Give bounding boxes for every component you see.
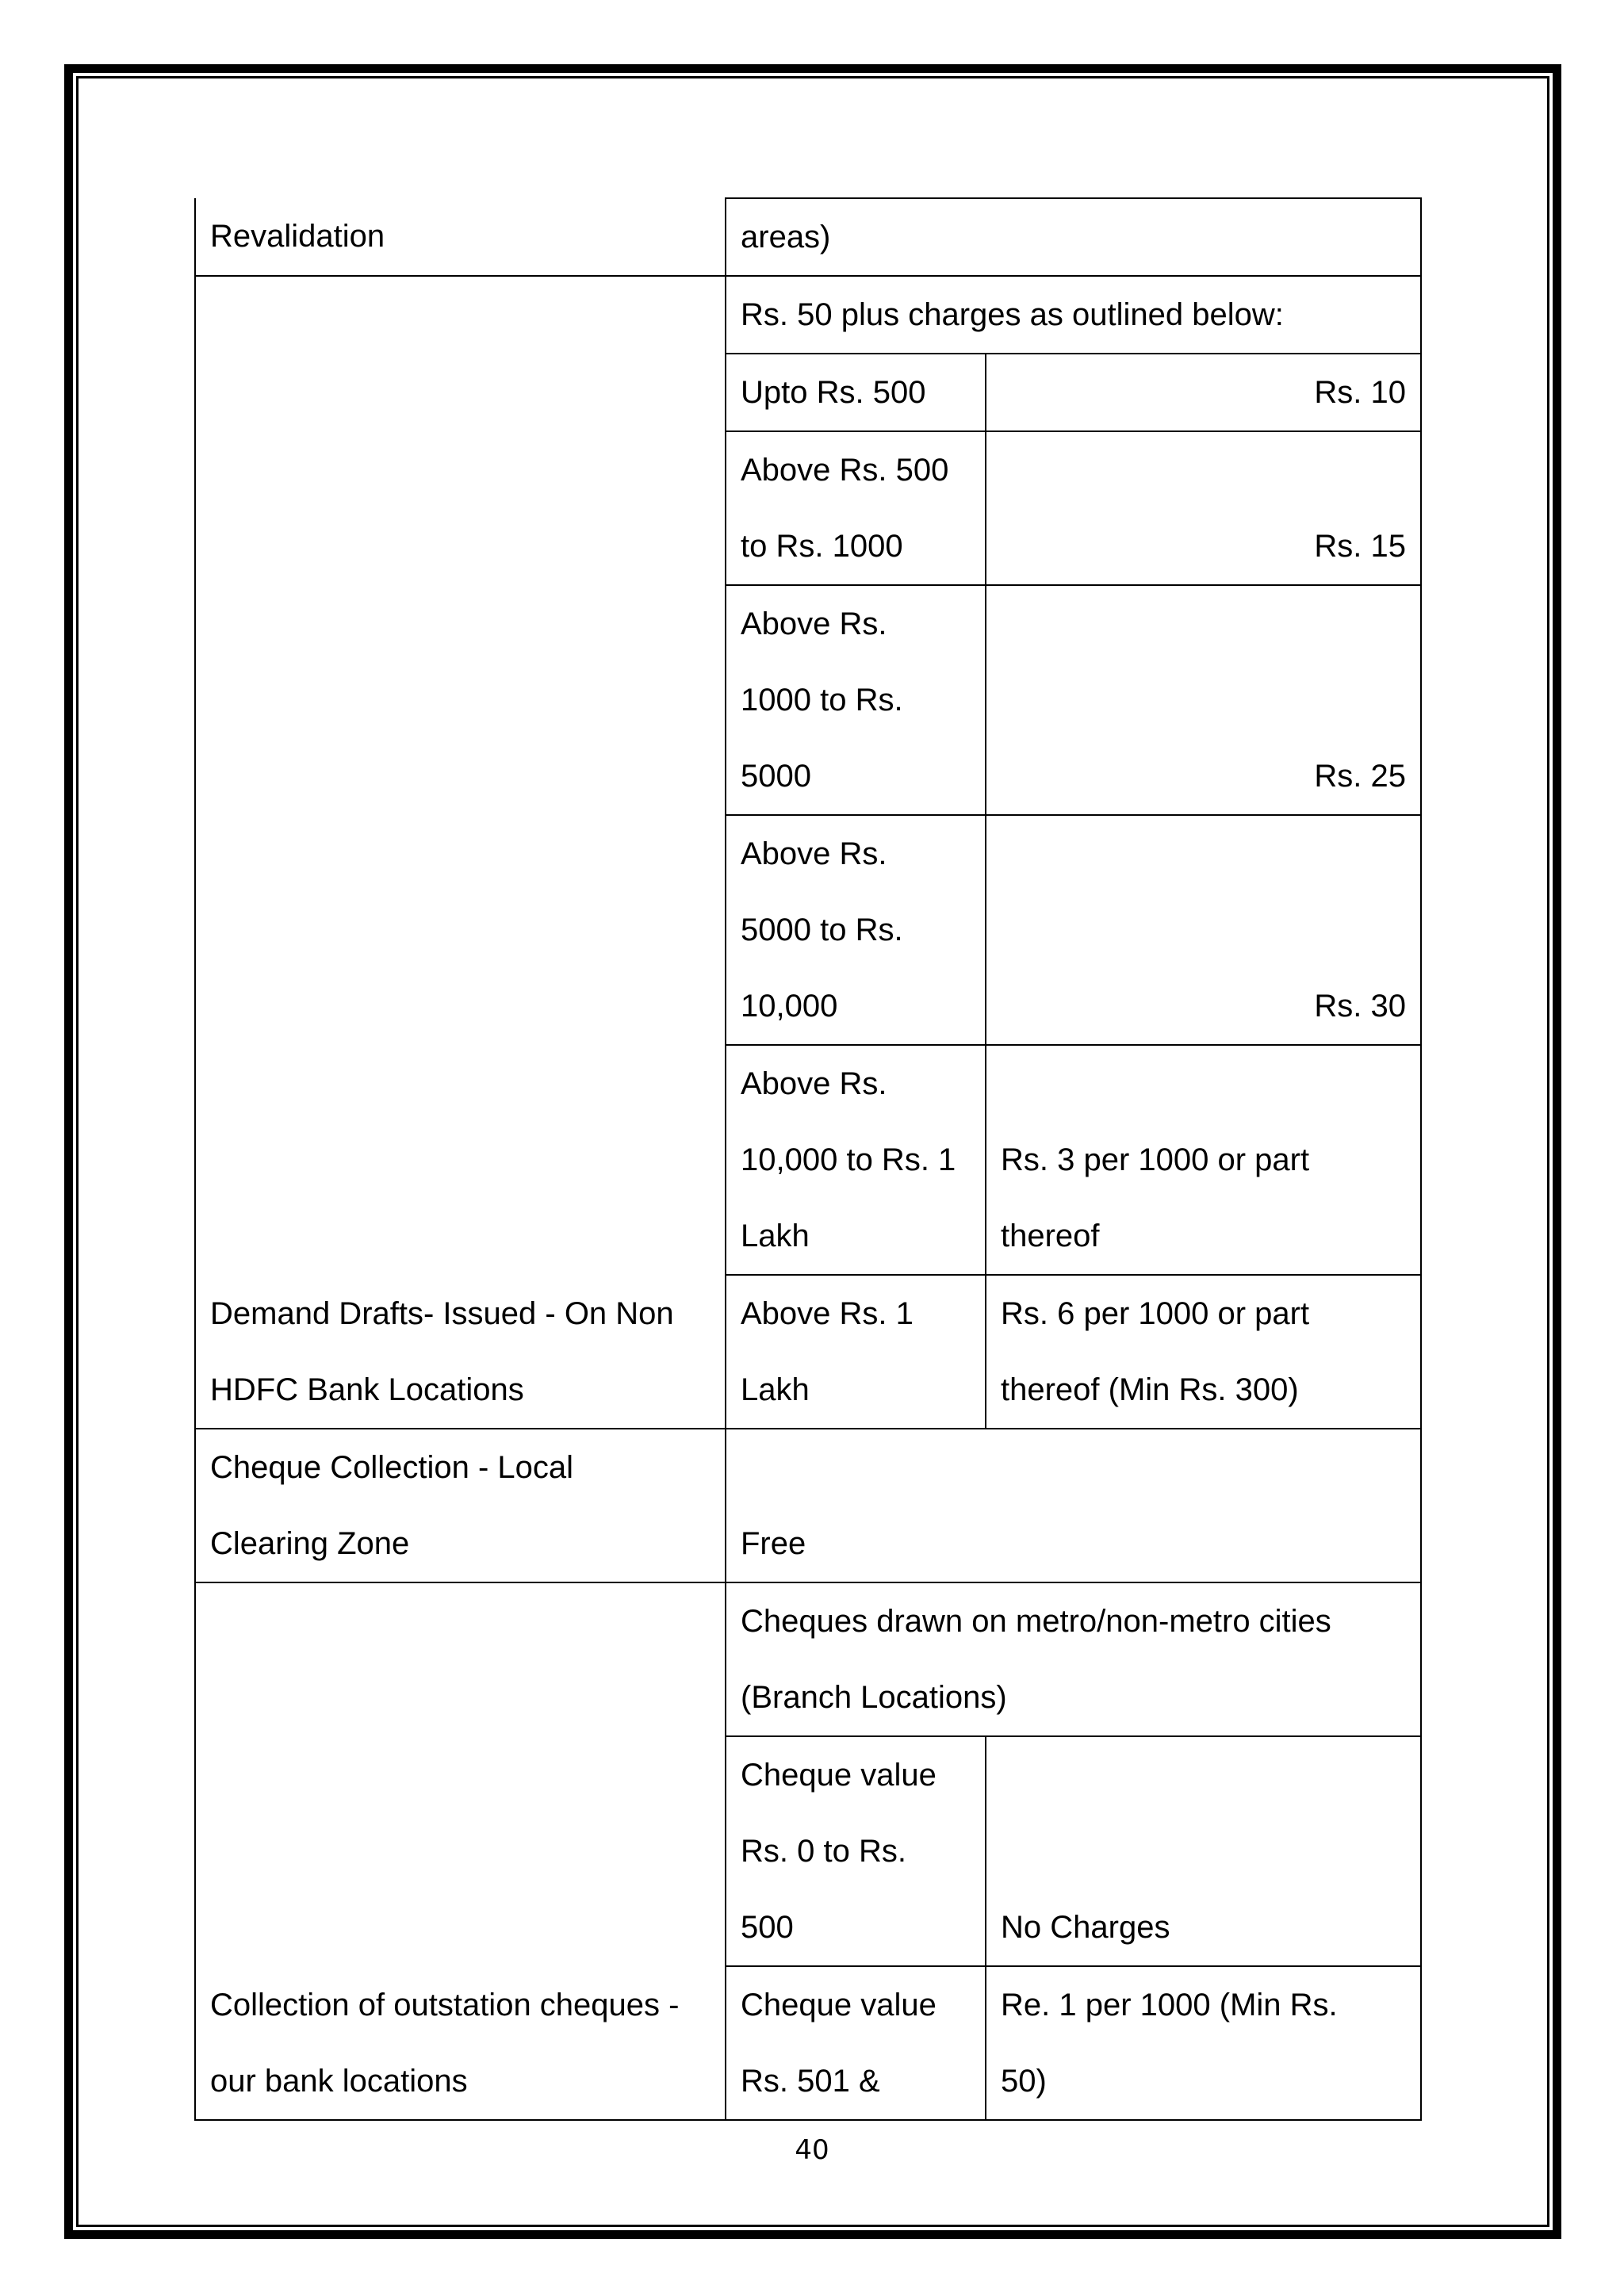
cell-text-line: 10,000 [741,989,838,1024]
cell-text-line: Rs. 0 to Rs. [741,1834,906,1869]
outstation-slab-range [726,1966,986,2120]
cell-text-line: No Charges [1001,1910,1170,1945]
cell-text-line: 10,000 to Rs. 1 [741,1142,956,1177]
revalidation-detail: areas) [726,198,1421,276]
dd-slab-range [726,431,986,585]
cell-text-line: Upto Rs. 500 [741,375,926,410]
cell-text-line: 50) [1001,2064,1047,2099]
cell-text-line: Collection of outstation cheques - [210,1988,680,2022]
dd-slab-charge [986,585,1421,815]
table-row-outstation-header [195,1582,1421,1736]
cell-text-line: Above Rs. [741,607,887,641]
dd-slab-charge [986,431,1421,585]
cell-text-line: Lakh [741,1372,810,1407]
cell-text-line: Cheque value [741,1988,936,2022]
dd-slab-charge [986,815,1421,1045]
cell-text-line: Rs. 6 per 1000 or part [1001,1296,1310,1331]
dd-slab-range [726,815,986,1045]
outstation-label [195,1582,726,2120]
page-number: 40 [795,2134,829,2166]
cell-text-line: Re. 1 per 1000 (Min Rs. [1001,1988,1338,2022]
cell-text-line: Rs. 25 [1314,759,1406,794]
cell-text-line: to Rs. 1000 [741,529,903,564]
outstation-slab-charge [986,1736,1421,1966]
dd-slab-range [726,1275,986,1429]
cell-text-line: Rs. 501 & [741,2064,880,2099]
cell-text-line: (Branch Locations) [741,1680,1007,1715]
cell-text-line: Above Rs. [741,1066,887,1101]
dd-slab-charge [986,354,1421,431]
outstation-header [726,1582,1421,1736]
table-row-dd-header [195,276,1421,354]
dd-slab-charge [986,1045,1421,1275]
cell-text-line: Cheques drawn on metro/non-metro cities [741,1604,1331,1639]
cell-text-line: Above Rs. 1 [741,1296,914,1331]
table-row-revalidation [195,198,1421,276]
cell-text-line: HDFC Bank Locations [210,1372,524,1407]
cell-text-line: 5000 [741,759,811,794]
cell-text-line: Above Rs. 500 [741,453,949,488]
cheque-local-value [726,1429,1421,1582]
cell-text-line: Demand Drafts- Issued - On Non [210,1296,674,1331]
dd-slab-charge [986,1275,1421,1429]
cell-text-line: Cheque Collection - Local [210,1450,574,1485]
outstation-slab-range [726,1736,986,1966]
cell-text-line: 500 [741,1910,794,1945]
cell-text-line: Above Rs. [741,836,887,871]
cell-text-line: thereof [1001,1219,1100,1253]
revalidation-label: Revalidation [195,198,726,276]
dd-header: Rs. 50 plus charges as outlined below: [726,276,1421,354]
cell-text-line: our bank locations [210,2064,468,2099]
table-row-cheque-local [195,1429,1421,1582]
cell-text-line: thereof (Min Rs. 300) [1001,1372,1299,1407]
cell-text-line: 5000 to Rs. [741,913,903,947]
dd-slab-range [726,354,986,431]
cell-text-line: Rs. 10 [1314,375,1406,410]
cell-text-line: Lakh [741,1219,810,1253]
cheque-local-label [195,1429,726,1582]
outstation-slab-charge [986,1966,1421,2120]
cell-text-line: Rs. 30 [1314,989,1406,1024]
dd-label [195,276,726,1429]
dd-slab-range [726,585,986,815]
cell-text-line: Clearing Zone [210,1526,410,1561]
cell-text-line: Free [741,1526,806,1561]
charges-table [194,197,1422,2121]
cell-text-line: 1000 to Rs. [741,683,903,718]
cell-text-line: Rs. 3 per 1000 or part [1001,1142,1310,1177]
cell-text-line: Rs. 15 [1314,529,1406,564]
dd-slab-range [726,1045,986,1275]
cell-text-line: Cheque value [741,1758,936,1793]
